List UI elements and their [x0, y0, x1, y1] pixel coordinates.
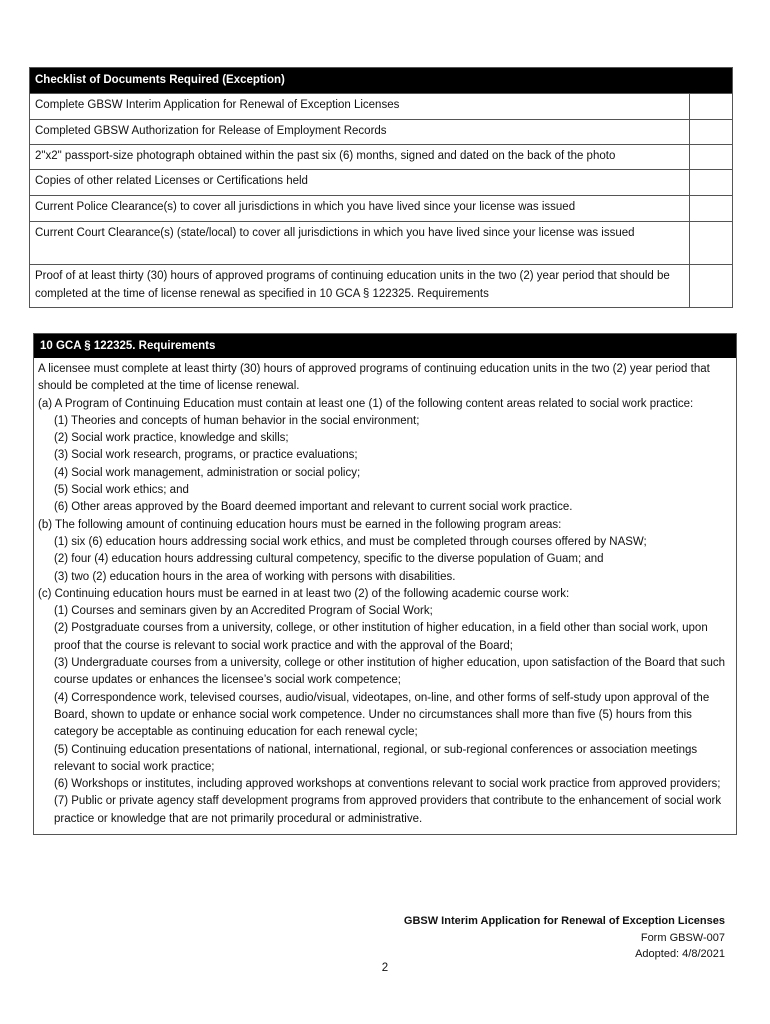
section-a-item: (4) Social work management, administration or social policy;: [54, 466, 361, 479]
section-a-item: (3) Social work research, programs, or practice evaluations;: [54, 449, 358, 462]
checklist-item-text: Current Court Clearance(s) (state/local) to cover all jurisdictions in which you have lived since your license was issued: [30, 222, 690, 264]
section-a-text: (a) A Program of Continuing Education must contain at least one (1) of the following content areas related to social work practice:: [38, 397, 694, 410]
checklist-row: [30, 264, 732, 307]
checklist-row: [30, 195, 732, 221]
checklist-header: Checklist of Documents Required (Exception): [30, 68, 732, 93]
section-c-item: (2) Postgraduate courses from a university, college, or other institution of higher education, in a field other than social work, upon proof that the course is relevant to social work practice and with the approval of the Board;: [54, 622, 708, 652]
checklist-checkbox-cell[interactable]: [690, 94, 732, 119]
section-c-item: (7) Public or private agency staff development programs from approved providers that contribute to the enhancement of social work practice or knowledge that are not primarily procedural or administrative.: [54, 795, 722, 825]
checklist-item-text: Current Police Clearance(s) to cover all jurisdictions in which you have lived since your license was issued: [30, 196, 690, 221]
section-b-item: (1) six (6) education hours addressing social work ethics, and must be completed through courses offered by NASW;: [54, 535, 647, 548]
footer-adopted-date: Adopted: 4/8/2021: [635, 948, 725, 960]
checklist-row: [30, 144, 732, 169]
requirements-section: [33, 333, 737, 835]
requirements-header: 10 GCA § 122325. Requirements: [34, 334, 736, 358]
document-checklist-table: [29, 67, 733, 308]
checklist-item-text: Copies of other related Licenses or Certifications held: [30, 170, 690, 195]
footer-form-number: Form GBSW-007: [640, 931, 725, 944]
requirements-body: [34, 358, 736, 834]
checklist-item-text: Complete GBSW Interim Application for Renewal of Exception Licenses: [30, 94, 690, 119]
footer-form-title: GBSW Interim Application for Renewal of Exception Licenses: [403, 915, 725, 927]
checklist-checkbox-cell[interactable]: [690, 145, 732, 169]
checklist-checkbox-cell[interactable]: [690, 265, 732, 307]
checklist-checkbox-cell[interactable]: [690, 222, 732, 264]
checklist-row: [30, 169, 732, 195]
section-a-item: (2) Social work practice, knowledge and skills;: [54, 432, 289, 445]
section-b-text: (b) The following amount of continuing education hours must be earned in the following program areas:: [38, 518, 562, 531]
checklist-row: [30, 93, 732, 119]
section-c-item: (4) Correspondence work, televised courses, audio/visual, videotapes, on-line, and other forms of self-study upon approval of the Board, shown to update or enhance social work competence. Under no circumstances shall more than five (5) hours from this category be acceptable as continuing education for each renewal cycle;: [54, 691, 710, 739]
checklist-row: [30, 221, 732, 264]
section-c-text: (c) Continuing education hours must be earned in at least two (2) of the following academic course work:: [38, 587, 570, 600]
section-b-item: (2) four (4) education hours addressing cultural competency, specific to the diverse population of Guam; and: [54, 553, 604, 566]
checklist-checkbox-cell[interactable]: [690, 196, 732, 221]
page-footer: [404, 913, 725, 963]
checklist-item-text: Completed GBSW Authorization for Release of Employment Records: [30, 120, 690, 144]
section-c-item: (1) Courses and seminars given by an Accredited Program of Social Work;: [54, 605, 433, 618]
checklist-row: [30, 119, 732, 144]
checklist-checkbox-cell[interactable]: [690, 120, 732, 144]
requirements-intro: A licensee must complete at least thirty (30) hours of approved programs of continuing education units in the two (2) year period that should be completed at the time of license renewal.: [38, 363, 710, 393]
section-c-item: (6) Workshops or institutes, including approved workshops at conventions relevant to social work practice from approved providers;: [54, 778, 721, 791]
section-b-item: (3) two (2) education hours in the area of working with persons with disabilities.: [54, 570, 456, 583]
section-a-item: (1) Theories and concepts of human behavior in the social environment;: [54, 414, 420, 427]
section-a-item: (6) Other areas approved by the Board deemed important and relevant to current social work practice.: [54, 501, 573, 514]
section-c-item: (5) Continuing education presentations of national, international, regional, or sub-regional conferences or association meetings relevant to social work practice;: [54, 743, 698, 773]
checklist-item-text: Proof of at least thirty (30) hours of approved programs of continuing education units in the two (2) year period that should be completed at the time of license renewal as specified in 10 GCA § 122325. Requirements: [30, 265, 690, 307]
checklist-item-text: 2"x2" passport-size photograph obtained within the past six (6) months, signed and dated on the back of the photo: [30, 145, 690, 169]
checklist-checkbox-cell[interactable]: [690, 170, 732, 195]
section-a-item: (5) Social work ethics; and: [54, 484, 189, 497]
section-c-item: (3) Undergraduate courses from a university, college or other institution of higher education, upon satisfaction of the Board that such course updates or enhances the licensee’s social work competence;: [54, 657, 725, 687]
page-number: 2: [381, 962, 389, 974]
